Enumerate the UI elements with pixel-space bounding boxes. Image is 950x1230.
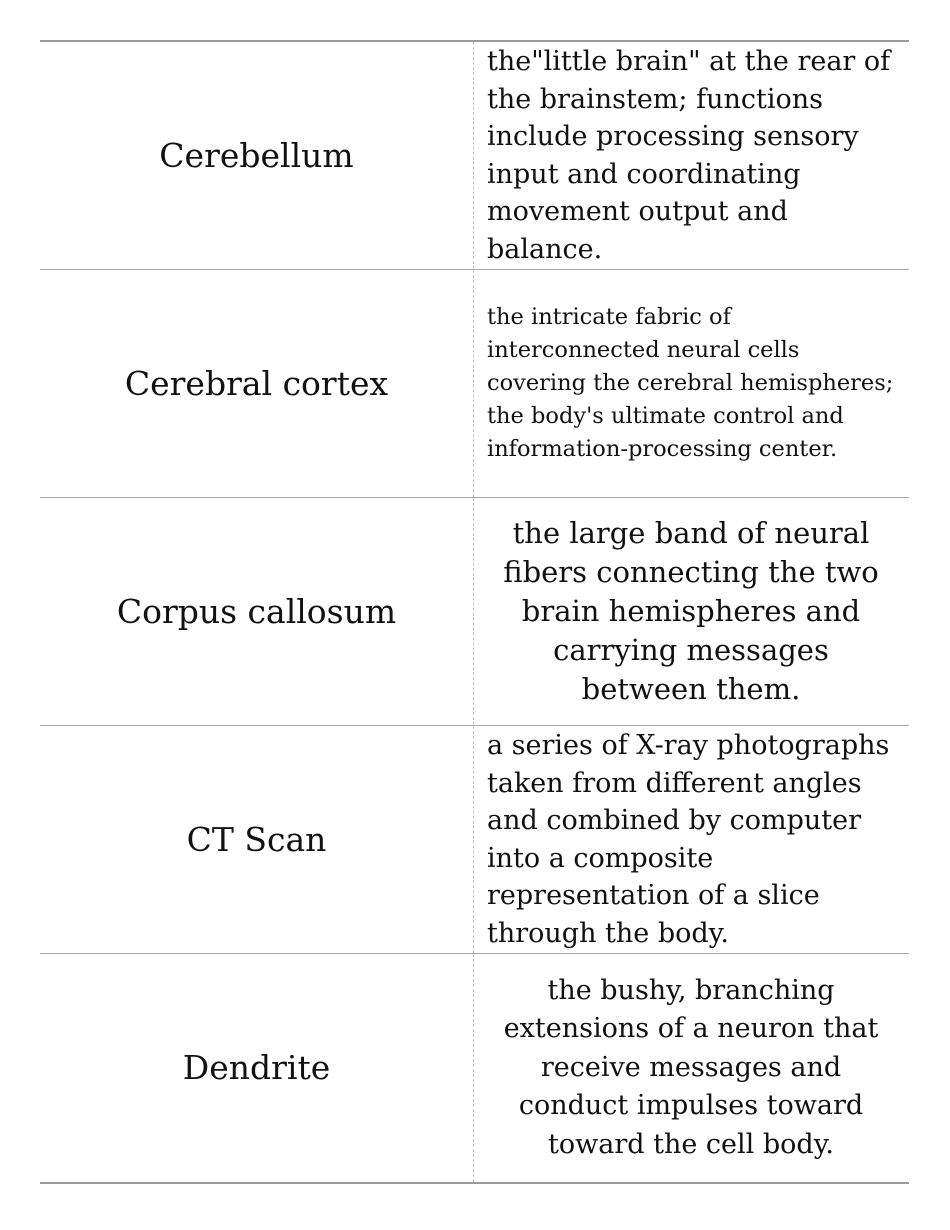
- term-text: CT Scan: [186, 819, 327, 859]
- flashcard-term: [40, 726, 474, 953]
- flashcard-row: [40, 498, 909, 726]
- flashcard-row: [40, 726, 909, 954]
- definition-text: the intricate fabric of interconnected neural cells covering the cerebral hemispheres; the body's ultimate control and information-processing center.: [487, 304, 894, 462]
- definition-text: the bushy, branching extensions of a neuron that receive messages and conduct impulses toward toward the cell body.: [503, 974, 879, 1160]
- flashcard-term: [40, 498, 474, 725]
- flashcard-row: [40, 954, 909, 1182]
- flashcard-definition: [474, 498, 909, 725]
- term-text: Corpus callosum: [116, 591, 397, 631]
- flashcard-definition: [474, 954, 909, 1182]
- term-text: Cerebral cortex: [124, 363, 389, 403]
- definition-text: the"little brain" at the rear of the brainstem; functions include processing sensory input and coordinating movement output and balance.: [487, 46, 891, 265]
- term-text: Dendrite: [182, 1048, 331, 1088]
- flashcard-sheet: [40, 40, 909, 1184]
- flashcard-definition: [474, 42, 909, 269]
- flashcard-definition: [474, 726, 909, 953]
- definition-text: a series of X-ray photographs taken from different angles and combined by computer into a composite representation of a slice through the body.: [487, 730, 890, 949]
- flashcard-row: [40, 270, 909, 498]
- flashcard-term: [40, 42, 474, 269]
- flashcard-definition: [474, 270, 909, 497]
- flashcard-row: [40, 42, 909, 270]
- flashcard-term: [40, 954, 474, 1182]
- definition-text: the large band of neural fibers connecting the two brain hemispheres and carrying messages between them.: [503, 516, 879, 706]
- term-text: Cerebellum: [159, 135, 354, 175]
- flashcard-term: [40, 270, 474, 497]
